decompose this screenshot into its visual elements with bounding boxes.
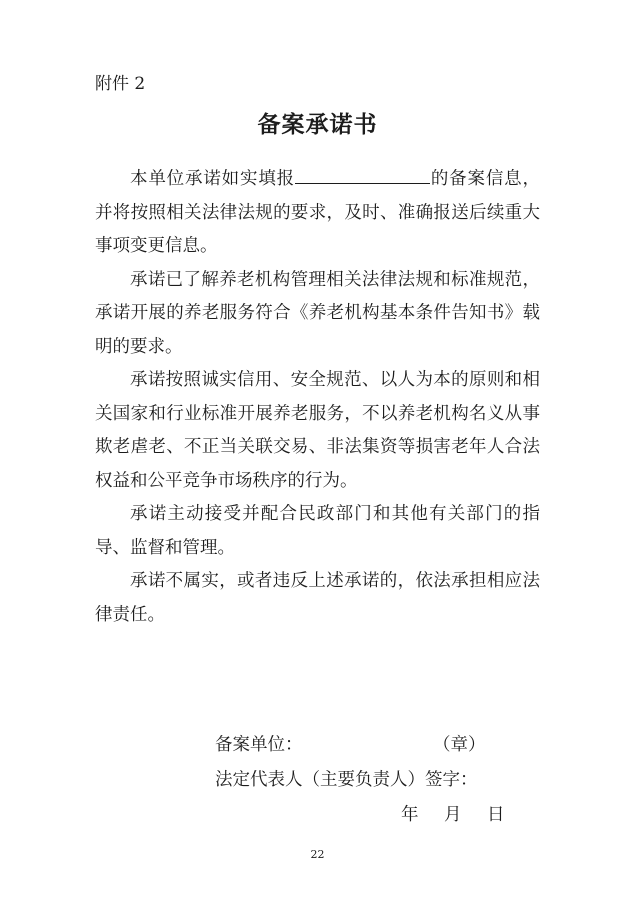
paragraph-1	[95, 163, 540, 264]
attachment-label: 附件 2	[95, 74, 146, 94]
signer-row: 法定代表人（主要负责人）签字：	[215, 770, 478, 790]
page-number: 22	[310, 848, 325, 861]
paragraph-5: 承诺不属实，或者违反上述承诺的，依法承担相应法律责任。	[95, 571, 540, 625]
filing-unit-label: 备案单位：	[215, 735, 303, 755]
document-body	[95, 163, 540, 632]
signature-unit-row	[215, 728, 540, 763]
paragraph-1-before-blank: 本单位承诺如实填报	[130, 169, 295, 189]
date-row: 年 月 日	[401, 805, 509, 825]
fill-in-blank	[295, 167, 430, 184]
paragraph-4: 承诺主动接受并配合民政部门和其他有关部门的指导、监督和管理。	[95, 504, 540, 558]
paragraph-2: 承诺已了解养老机构管理相关法律法规和标准规范，承诺开展的养老服务符合《养老机构基本条件告知书》载明的要求。	[95, 269, 540, 357]
paragraph-3: 承诺按照诚实信用、安全规范、以人为本的原则和相关国家和行业标准开展养老服务，不以养老机构名义从事欺老虐老、不正当关联交易、非法集资等损害老年人合法权益和公平竞争市场秩序的行为。	[95, 370, 540, 491]
seal-label: （章）	[433, 735, 486, 755]
signature-block	[215, 728, 540, 833]
paragraph-1-after-blank: 的备案信息，并将按照相关法律法规的要求，及时、准确报送后续重大事项变更信息。	[95, 169, 540, 256]
document-title: 备案承诺书	[257, 112, 378, 138]
